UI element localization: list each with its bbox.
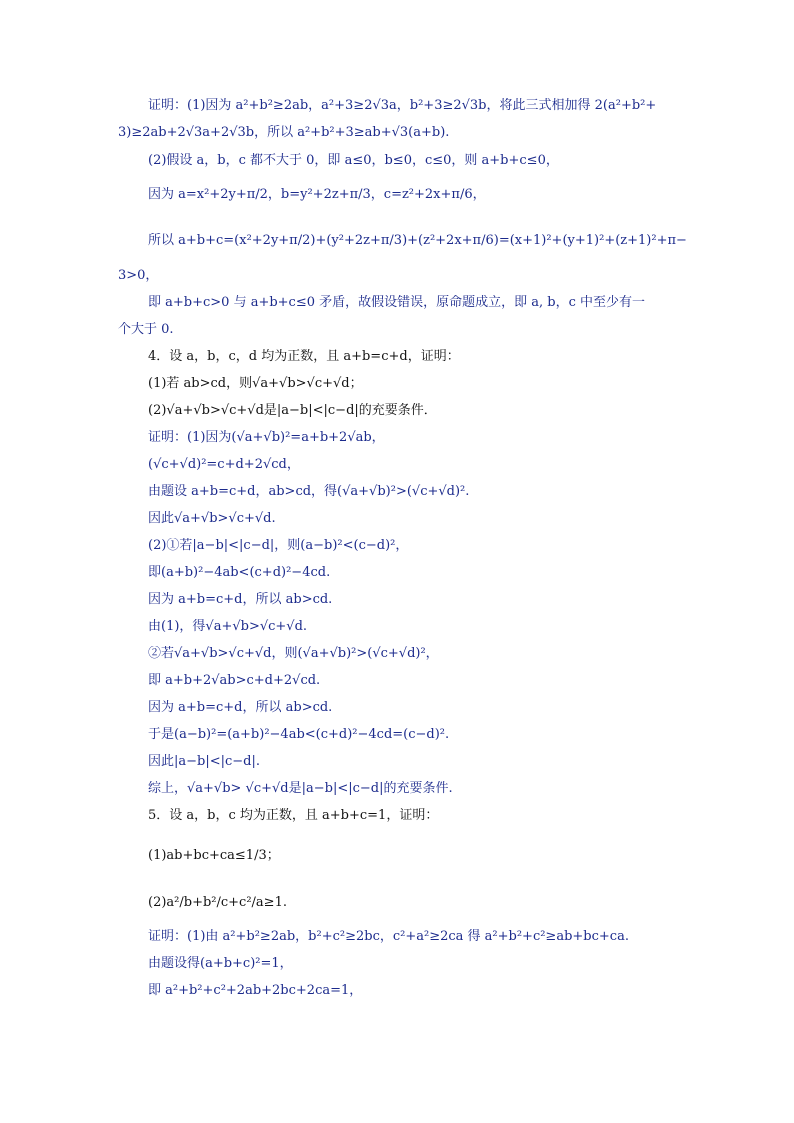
proof-4-line-5: (2)①若|a−b|<|c−d|，则(a−b)²<(c−d)²，: [148, 538, 409, 553]
problem-5-statement: 5．设 a，b，c 均为正数，且 a+b+c=1，证明：: [148, 808, 439, 823]
proof-3-1-line-1: 证明：(1)因为 a²+b²≥2ab，a²+3≥2√3a，b²+3≥2√3b，将此三式相加得 2(a²+b²+: [148, 98, 657, 113]
proof-4-line-1: 证明：(1)因为(√a+√b)²=a+b+2√ab，: [148, 430, 385, 445]
proof-5-line-3: 即 a²+b²+c²+2ab+2bc+2ca=1，: [148, 983, 363, 998]
proof-4-line-13: 因此|a−b|<|c−d|.: [148, 754, 261, 769]
proof-4-line-12: 于是(a−b)²=(a+b)²−4ab<(c+d)²−4cd=(c−d)².: [148, 727, 450, 742]
proof-4-line-10: 即 a+b+2√ab>c+d+2√cd.: [148, 673, 321, 688]
problem-5-part-2: (2)a²/b+b²/c+c²/a≥1.: [148, 895, 287, 910]
proof-4-line-2: (√c+√d)²=c+d+2√cd，: [148, 457, 300, 472]
proof-4-line-6: 即(a+b)²−4ab<(c+d)²−4cd.: [148, 565, 331, 580]
proof-3-2-line-4: 3>0，: [118, 268, 159, 283]
problem-5-part-1: (1)ab+bc+ca≤1/3；: [148, 848, 280, 863]
problem-4-part-1: (1)若 ab>cd，则√a+√b>√c+√d；: [148, 376, 363, 391]
proof-4-line-7: 因为 a+b=c+d，所以 ab>cd.: [148, 592, 333, 607]
proof-4-line-9: ②若√a+√b>√c+√d，则(√a+√b)²>(√c+√d)²，: [148, 646, 439, 661]
problem-4-part-2: (2)√a+√b>√c+√d是|a−b|<|c−d|的充要条件．: [148, 403, 437, 418]
proof-3-2-line-2: 因为 a=x²+2y+π/2，b=y²+2z+π/3，c=z²+2x+π/6，: [148, 187, 486, 202]
proof-4-line-14: 综上，√a+√b> √c+√d是|a−b|<|c−d|的充要条件.: [148, 781, 453, 796]
proof-3-1-line-2: 3)≥2ab+2√3a+2√3b，所以 a²+b²+3≥ab+√3(a+b).: [118, 125, 450, 140]
proof-3-2-line-1: (2)假设 a，b，c 都不大于 0，即 a≤0，b≤0，c≤0，则 a+b+c≤0，: [148, 153, 559, 168]
proof-4-line-3: 由题设 a+b=c+d，ab>cd，得(√a+√b)²>(√c+√d)².: [148, 484, 470, 499]
proof-3-2-line-5: 即 a+b+c>0 与 a+b+c≤0 矛盾，故假设错误，原命题成立，即 a, b，c 中至少有一: [148, 295, 646, 310]
proof-4-line-8: 由(1)，得√a+√b>√c+√d.: [148, 619, 308, 634]
proof-5-line-2: 由题设得(a+b+c)²=1，: [148, 956, 293, 971]
proof-3-2-line-3: 所以 a+b+c=(x²+2y+π/2)+(y²+2z+π/3)+(z²+2x+π/6)=(x+1)²+(y+1)²+(z+1)²+π−: [148, 233, 687, 248]
proof-4-line-11: 因为 a+b=c+d，所以 ab>cd.: [148, 700, 333, 715]
proof-5-line-1: 证明：(1)由 a²+b²≥2ab，b²+c²≥2bc，c²+a²≥2ca 得 a²+b²+c²≥ab+bc+ca.: [148, 929, 629, 944]
proof-3-2-line-6: 个大于 0.: [118, 322, 174, 337]
problem-4-statement: 4．设 a，b，c，d 均为正数，且 a+b=c+d，证明：: [148, 349, 460, 364]
proof-4-line-4: 因此√a+√b>√c+√d.: [148, 511, 276, 526]
